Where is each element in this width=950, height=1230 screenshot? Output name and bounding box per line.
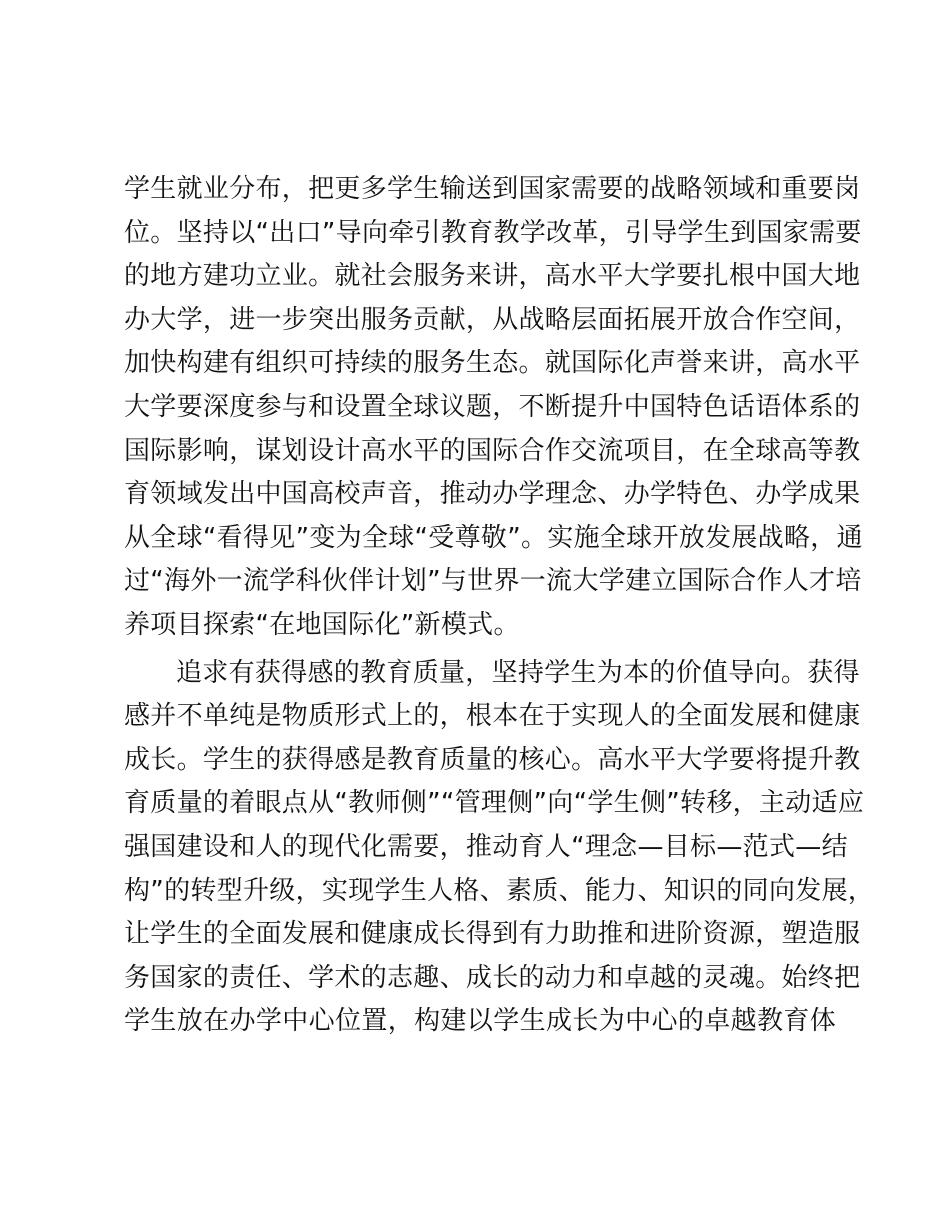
text-line: 养项目探索“在地国际化”新模式。	[124, 609, 520, 640]
text-line: 学生就业分布，把更多学生输送到国家需要的战略领域和重要岗	[124, 174, 861, 204]
text-line: 强国建设和人的现代化需要，推动育人“理念—目标—范式—结	[124, 831, 848, 862]
text-line: 从全球“看得见”变为全球“受尊敬”。实施全球开放发展战略，通	[124, 522, 863, 553]
text-line: 学生放在办学中心位置，构建以学生成长为中心的卓越教育体	[124, 1006, 836, 1037]
paragraph-1	[124, 168, 863, 648]
text-line: 大学要深度参与和设置全球议题，不断提升中国特色话语体系的	[124, 391, 861, 422]
text-line: 育领域发出中国高校声音，推动办学理念、办学特色、办学成果	[124, 479, 861, 510]
text-line: 让学生的全面发展和健康成长得到有力助推和进阶资源，塑造服	[124, 919, 861, 950]
text-line: 国际影响，谋划设计高水平的国际合作交流项目，在全球高等教	[124, 435, 861, 466]
text-line: 位。坚持以“出口”导向牵引教育教学改革，引导学生到国家需要	[124, 217, 862, 248]
body-text	[124, 168, 875, 1044]
text-line: 构”的转型升级，实现学生人格、素质、能力、知识的同向发展，	[124, 875, 875, 906]
text-line: 加快构建有组织可持续的服务生态。就国际化声誉来讲，高水平	[124, 348, 861, 379]
paragraph-2	[124, 652, 875, 1044]
text-line: 成长。学生的获得感是教育质量的核心。高水平大学要将提升教	[124, 744, 861, 775]
text-line: 办大学，进一步突出服务贡献，从战略层面拓展开放合作空间，	[124, 304, 861, 335]
text-line: 务国家的责任、学术的志趣、成长的动力和卓越的灵魂。始终把	[124, 962, 861, 993]
text-line: 感并不单纯是物质形式上的，根本在于实现人的全面发展和健康	[124, 701, 861, 732]
text-line: 过“海外一流学科伙伴计划”与世界一流大学建立国际合作人才培	[124, 566, 862, 597]
text-line: 育质量的着眼点从“教师侧”“管理侧”向“学生侧”转移，主动适应	[124, 788, 865, 819]
text-line: 的地方建功立业。就社会服务来讲，高水平大学要扎根中国大地	[124, 261, 861, 292]
text-line: 追求有获得感的教育质量，坚持学生为本的价值导向。获得	[176, 657, 860, 688]
